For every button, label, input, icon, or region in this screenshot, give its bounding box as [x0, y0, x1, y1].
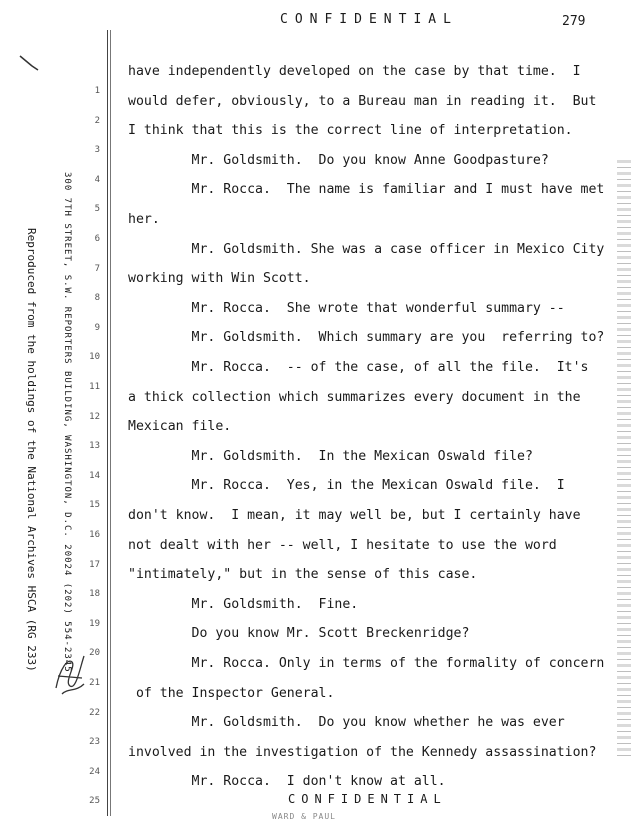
line-number: 20: [89, 648, 100, 659]
line-number: 8: [94, 293, 100, 304]
line-number: 17: [89, 559, 100, 570]
classification-footer: CONFIDENTIAL: [288, 792, 447, 806]
transcript-line: Mr. Rocca. She wrote that wonderful summary --: [128, 300, 565, 316]
page-number: 279: [562, 14, 586, 29]
line-number: 5: [94, 204, 100, 215]
transcript-line: would defer, obviously, to a Bureau man in reading it. But: [128, 93, 597, 109]
transcript-line: Mr. Rocca. I don't know at all.: [128, 774, 446, 790]
line-number: 15: [89, 500, 100, 511]
transcript-line: not dealt with her -- well, I hesitate to use the word: [128, 537, 557, 553]
transcript-line: her.: [128, 212, 160, 227]
line-number: 21: [89, 678, 100, 688]
line-number: 1: [94, 86, 100, 96]
transcript-line: Mr. Goldsmith. She was a case officer in Mexico City: [128, 241, 605, 257]
line-number: 12: [89, 411, 100, 422]
transcript-line: Mr. Rocca. Yes, in the Mexican Oswald file. I: [128, 478, 565, 494]
line-number: 6: [94, 234, 100, 244]
transcript-line: Mr. Goldsmith. Fine.: [128, 596, 359, 612]
transcript-line: a thick collection which summarizes every document in the: [128, 389, 581, 405]
classification-header: CONFIDENTIAL: [280, 12, 458, 27]
line-number: 3: [94, 145, 100, 156]
transcript-line: Do you know Mr. Scott Breckenridge?: [128, 626, 470, 642]
transcript-line: I think that this is the correct line of interpretation.: [128, 123, 573, 139]
transcript-line: don't know. I mean, it may well be, but I certainly have: [128, 508, 581, 523]
line-number: 13: [89, 441, 100, 452]
transcript-line: have independently developed on the case by that time. I: [128, 64, 581, 79]
line-number: 10: [89, 352, 100, 363]
line-number: 14: [89, 470, 100, 481]
transcript-line: Mexican file.: [128, 419, 232, 435]
line-number: 9: [94, 322, 100, 333]
reporter-company: WARD & PAUL: [272, 812, 336, 821]
line-number: 4: [94, 174, 100, 185]
line-number: 18: [89, 589, 100, 600]
transcript-line: of the Inspector General.: [128, 685, 335, 701]
line-number: 25: [89, 796, 100, 807]
transcript-line: Mr. Goldsmith. Do you know Anne Goodpasture?: [128, 152, 549, 168]
line-number: 11: [89, 382, 100, 392]
line-number: 2: [94, 115, 100, 126]
transcript-line: Mr. Goldsmith. Do you know whether he was ever: [128, 715, 565, 731]
line-number: 19: [89, 618, 100, 629]
transcript-line: Mr. Rocca. The name is familiar and I must have met: [128, 182, 605, 198]
line-number: 24: [89, 766, 100, 777]
transcript-line: Mr. Rocca. Only in terms of the formality of concern: [128, 656, 605, 671]
reporter-address: 300 7TH STREET, S.W. REPORTERS BUILDING, WASHINGTON, D.C. 20024 (202) 554-2345: [62, 172, 72, 673]
transcript-line: Mr. Goldsmith. In the Mexican Oswald file?: [128, 448, 533, 464]
scan-edge-noise: [617, 160, 631, 760]
transcript-line: working with Win Scott.: [128, 271, 311, 287]
margin-mark: [18, 52, 42, 76]
margin-rule: [107, 30, 108, 816]
transcript-line: "intimately," but in the sense of this case.: [128, 567, 478, 583]
transcript-line: Mr. Rocca. -- of the case, of all the file. It's: [128, 360, 589, 375]
line-number: 22: [89, 707, 100, 718]
transcript-line: involved in the investigation of the Kennedy assassination?: [128, 744, 597, 760]
margin-rule-inner: [110, 30, 111, 816]
line-number: 7: [94, 263, 100, 274]
transcript-line: Mr. Goldsmith. Which summary are you referring to?: [128, 330, 605, 346]
line-number: 23: [89, 737, 100, 748]
line-number: 16: [89, 530, 100, 540]
reproduction-notice: Reproduced from the holdings of the National Archives HSCA (RG 233): [25, 228, 38, 672]
